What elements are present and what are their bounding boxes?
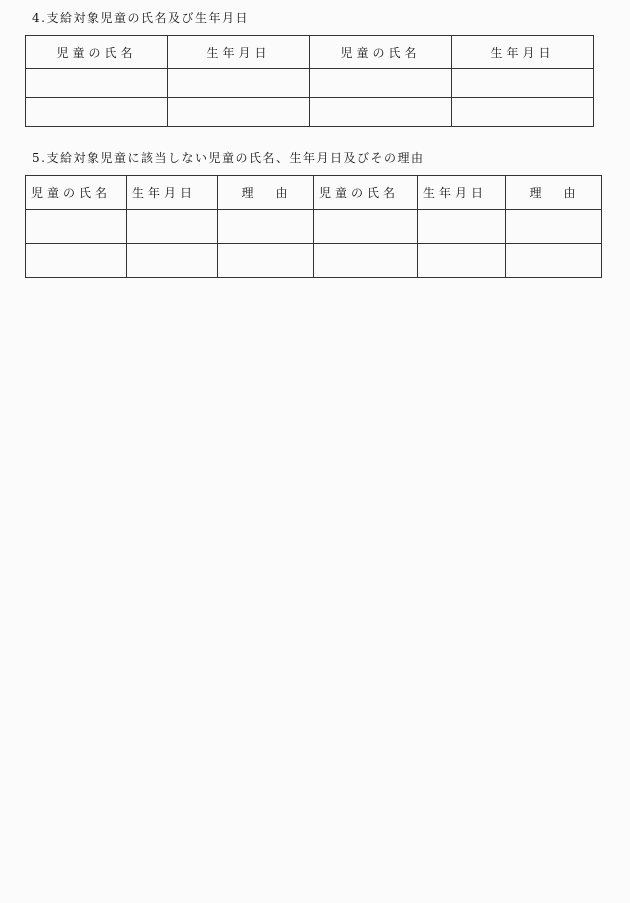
child-name-field[interactable] [310, 69, 452, 98]
col-header-reason: 理由 [218, 176, 314, 210]
child-name-field[interactable] [26, 210, 127, 244]
col-header-birthdate: 生年月日 [418, 176, 506, 210]
child-name-field[interactable] [26, 244, 127, 278]
table-row [26, 98, 594, 127]
col-header-birthdate: 生年月日 [168, 36, 310, 69]
table-header-row [26, 176, 602, 210]
child-name-field[interactable] [314, 210, 418, 244]
table-row [26, 210, 602, 244]
col-header-birthdate: 生年月日 [127, 176, 218, 210]
col-header-child-name: 児童の氏名 [26, 36, 168, 69]
birthdate-field[interactable] [418, 244, 506, 278]
birthdate-field[interactable] [168, 69, 310, 98]
col-header-child-name: 児童の氏名 [314, 176, 418, 210]
section-4-table [25, 35, 594, 127]
col-header-birthdate: 生年月日 [452, 36, 594, 69]
birthdate-field[interactable] [127, 210, 218, 244]
reason-field[interactable] [218, 244, 314, 278]
birthdate-field[interactable] [452, 98, 594, 127]
section-5-heading: 5.支給対象児童に該当しない児童の氏名、生年月日及びその理由 [32, 151, 425, 165]
reason-field[interactable] [506, 244, 602, 278]
table-header-row [26, 36, 594, 69]
section-4-heading: 4.支給対象児童の氏名及び生年月日 [32, 11, 249, 25]
table-row [26, 69, 594, 98]
child-name-field[interactable] [310, 98, 452, 127]
col-header-child-name: 児童の氏名 [310, 36, 452, 69]
birthdate-field[interactable] [452, 69, 594, 98]
birthdate-field[interactable] [168, 98, 310, 127]
child-name-field[interactable] [26, 98, 168, 127]
col-header-child-name: 児童の氏名 [26, 176, 127, 210]
table-row [26, 244, 602, 278]
section-5-table [25, 175, 602, 278]
birthdate-field[interactable] [127, 244, 218, 278]
child-name-field[interactable] [314, 244, 418, 278]
birthdate-field[interactable] [418, 210, 506, 244]
col-header-reason: 理由 [506, 176, 602, 210]
child-name-field[interactable] [26, 69, 168, 98]
reason-field[interactable] [218, 210, 314, 244]
reason-field[interactable] [506, 210, 602, 244]
